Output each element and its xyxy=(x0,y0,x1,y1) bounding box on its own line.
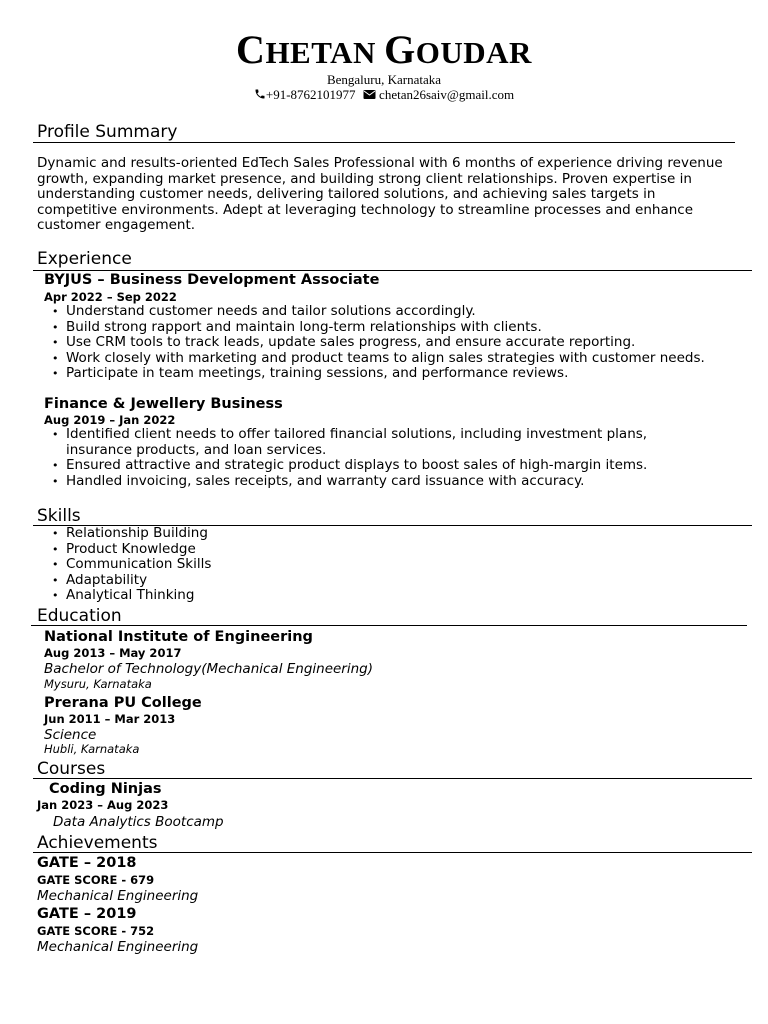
section-title-skills: Skills xyxy=(37,506,81,526)
list-item: • Participate in team meetings, training sessions, and performance reviews. xyxy=(44,366,754,382)
profile-summary-text: Dynamic and results-oriented EdTech Sales Professional with 6 months of experience driving revenue growth, expanding market presence, and building strong client relationships. Proven expertise in understanding customer needs, delivering tailored solutions, and achieving sales targets in competitive environments. Adept at leveraging technology to streamline processes and enhance customer engagement. xyxy=(37,155,723,233)
phone-icon xyxy=(254,88,266,100)
degree: Science xyxy=(44,727,97,743)
achievement-title: GATE – 2018 xyxy=(37,855,137,871)
section-divider xyxy=(31,625,747,626)
list-item: • Product Knowledge xyxy=(44,542,444,558)
list-item: • Adaptability xyxy=(44,573,444,589)
section-title-courses: Courses xyxy=(37,759,106,779)
job-dates: Aug 2019 – Jan 2022 xyxy=(44,413,176,427)
skills-list xyxy=(44,526,444,604)
achievement-score: GATE SCORE - 679 xyxy=(37,873,155,887)
achievement-branch: Mechanical Engineering xyxy=(37,939,199,955)
course-provider: Coding Ninjas xyxy=(49,781,162,797)
school-name: National Institute of Engineering xyxy=(44,629,313,645)
candidate-name: CHETAN GOUDAR xyxy=(236,27,532,72)
achievement-title: GATE – 2019 xyxy=(37,906,137,922)
list-item: • Work closely with marketing and product teams to align sales strategies with customer needs. xyxy=(44,351,754,367)
email-link[interactable]: chetan26saiv@gmail.com xyxy=(379,87,515,102)
list-item: • Identified client needs to offer tailored financial solutions, including investment plans, insurance products, and loan services. xyxy=(44,427,704,458)
section-title-experience: Experience xyxy=(37,249,132,269)
course-program: Data Analytics Bootcamp xyxy=(53,814,224,830)
education-dates: Jun 2011 – Mar 2013 xyxy=(44,712,176,726)
list-item: • Understand customer needs and tailor solutions accordingly. xyxy=(44,304,754,320)
section-divider xyxy=(33,852,752,853)
list-item: • Use CRM tools to track leads, update sales progress, and ensure accurate reporting. xyxy=(44,335,754,351)
section-divider xyxy=(33,778,752,779)
job-title: Finance & Jewellery Business xyxy=(44,396,283,412)
job-dates: Apr 2022 – Sep 2022 xyxy=(44,290,177,304)
section-title-education: Education xyxy=(37,606,122,626)
section-divider xyxy=(33,270,752,271)
school-location: Mysuru, Karnataka xyxy=(44,677,152,691)
school-name: Prerana PU College xyxy=(44,695,202,711)
job-title: BYJUS – Business Development Associate xyxy=(44,272,380,288)
list-item: • Communication Skills xyxy=(44,557,444,573)
section-title-profile: Profile Summary xyxy=(37,122,178,142)
job-duties-list xyxy=(44,427,704,489)
contact-line xyxy=(0,87,768,103)
location: Bengaluru, Karnataka xyxy=(326,72,442,87)
achievement-score: GATE SCORE - 752 xyxy=(37,924,155,938)
list-item: • Handled invoicing, sales receipts, and warranty card issuance with accuracy. xyxy=(44,474,704,490)
list-item: • Build strong rapport and maintain long-term relationships with clients. xyxy=(44,320,754,336)
list-item: • Ensured attractive and strategic product displays to boost sales of high-margin items. xyxy=(44,458,704,474)
education-dates: Aug 2013 – May 2017 xyxy=(44,646,182,660)
job-duties-list xyxy=(44,304,754,382)
phone-link[interactable]: +91-8762101977 xyxy=(265,87,356,102)
section-title-achievements: Achievements xyxy=(37,833,158,853)
degree: Bachelor of Technology(Mechanical Engineering) xyxy=(44,661,374,677)
achievement-branch: Mechanical Engineering xyxy=(37,888,199,904)
school-location: Hubli, Karnataka xyxy=(44,742,140,756)
envelope-icon xyxy=(363,89,376,100)
list-item: • Relationship Building xyxy=(44,526,444,542)
course-dates: Jan 2023 – Aug 2023 xyxy=(37,798,169,812)
section-divider xyxy=(33,142,735,143)
list-item: • Analytical Thinking xyxy=(44,588,444,604)
